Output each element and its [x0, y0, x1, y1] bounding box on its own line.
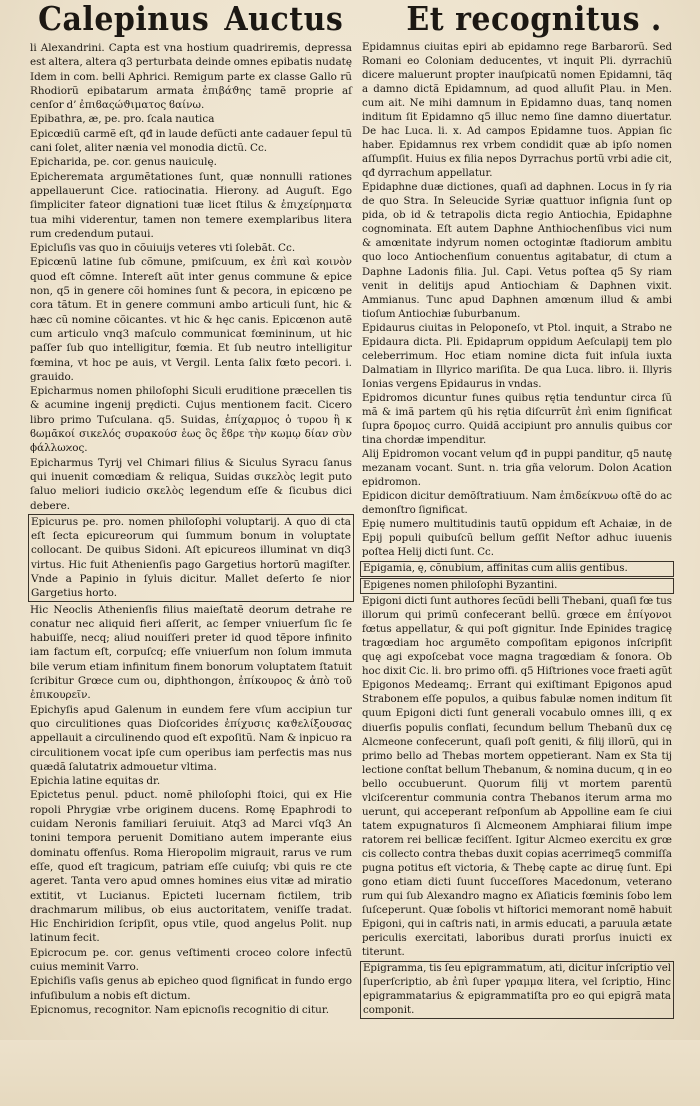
dictionary-entry: Epibathra, æ, pe. pro. ſcala nautica	[30, 113, 215, 126]
header-word-calepinus: Calepinus	[38, 0, 210, 39]
dictionary-entry: Epigoni dicti ſunt authores ſecũdi belli Thebani, quaſi fœ tus illorum qui primũ confecerant bellũ. grœce em ἐπίγονοι fœtus appellatur, & qui poſt gignitur. Inde Epinides tragicę tragœdiam hoc argumẽto compoſitam epigonos inſcripſit quę agi expoſcebat voce magna tragœdiam & ſonora. Ob hoc dixit Cic. li. bro primo offi. q5 Hiſtriones voce fraeti agũt Epigonos Medeamq;. Errant qui exiſtimant Epigonos apud Strabonem eſſe populos, a quibus fabulæ nomen inditum ſit quum Epigoni dicti ſunt generali vocabulo omnes illi, q ex diuerſis populis conflati, ſecundum bellum Thebanũ dux cę Alcmeone confecerunt, quaſi poſt geniti, & filij illorũ, qui in primo bello ad Thebas mortem oppetierant. Nam ex Sta tij lectione conſtat bellum Thebanum, & nomina ducum, q in eo bello occubuerunt. Quorum filij vt mortem parentũ vlciſcerentur communia contra Thebanos iterum arma mo uerunt, qui acceperant reſponſum ab Appolline eam ſe ciui tatem expugnaturos ſi Alcmeonem Amphiarai filium impe ratorem rei bellicæ feciſſent. Igitur Alcmeo exercitu ex grœ cis collecto contra thebas duxit copias acerrimeq5 commiſſa pugna potitus eſt victoria, & Thebę capte ac diruę ſunt. Epi gono etiam dicti ſuunt ſucceſſores Macedonum, veterano rum qui ſub Alexandro magno ex Aſiaticis fœminis ſobo lem ſuſceperunt. Quæ ſobolis vt hiſtorici memorant nomẽ habuit Epigoni, qui in caſtris nati, in armis educati, a paruula ætate periculis exercitati, laboribus durati prorſus inuicti ex titerunt.	[362, 596, 672, 958]
dictionary-entry: Epichyſis apud Galenum in eundem fere vſum accipiun tur quo circulitiones quas Dioſcorides ἐπίχυσις καϑελίξουσας appellauit a circulinendo quod eſt expoſitũ. Nam & inpicuo ra circulitionem vocat ipſe cum operibus iam perfectis mas nus quædã ſalutatrix admouetur vltima.	[30, 703, 352, 773]
dictionary-entry: li Alexandrini. Capta est vna hostium quadriremis, depressa est altera, altera q3 perturbata deinde omnes epibatis nudatę Idem in com. belli Aphrici. Remigum parte ex classe Gallo rũ Rhodiorũ epibatarum armata ἐπιβάϑης tamẽ proprie aſ cenſor d’ ἐπιϐαςώϑιματος ϐαίνω.	[30, 42, 352, 112]
header-word-et-recognitus: Et recognitus .	[406, 0, 662, 39]
left-text-column	[30, 41, 352, 1017]
dictionary-entry: Epię numero multitudinis tautũ oppidum eſt Achaiæ, in de Epij populi quibuſcũ bellum geſſit Neſtor adhuc iuuenis poſtea Helij dicti ſunt. Cc.	[362, 519, 672, 559]
dictionary-entry: Alij Epidromon vocant velum qđ in puppi panditur, q5 nautę mezanam vocant. Sunt. n. tria gña velorum. Dolon Acation epidromon.	[362, 448, 672, 488]
header-word-auctus: Auctus	[224, 0, 344, 39]
dictionary-entry: Epicharmus Tyrij vel Chimari filius & Siculus Syracu ſanus qui inuenit comœdiam & reliqua, Suidas σικελὸς legit puto ſaluo meliori iudicio σκελὸς legendum eſſe & ſicubus dici debere.	[30, 456, 352, 512]
dictionary-entry: Epictetus penul. pduct. nomẽ philoſophi ſtoici, qui ex Hie ropoli Phrygiæ vrbe originem ducens. Romę Epaphrodi to cuidam Neronis familiari ſeruiuit. Atq3 ad Marci vſq3 An tonini tempora peruenit Domitiano autem imperante eius dominatu offenſus. Roma Hieropolim migrauit, rarus ve rum eſſe, quod eſt tragicum, patriam eſſe cuiuſq; vbi quis re cte ageret. Tanta vero apud omnes homines eius vitæ ad miratio extitit, vt Lucianus. Epicteti lucernam fictilem, trib drachmarum milibus, ob eius auctoritatem, veniſſe tradat. Hic Enchiridion ſcripſit, opus vtile, quod angelus Polit. nup latinum fecit.	[30, 789, 352, 945]
running-header	[0, 0, 700, 40]
dictionary-entry: Epidromos dicuntur funes quibus rętia tenduntur circa ſũ mã & imã partem qũ his rętia diſcurrũt ἐπὶ enim ſignificat ſupra δρομος curro. Quidã accipiunt pro annulis quibus cor tina chordæ impenditur.	[362, 392, 672, 446]
dictionary-entry: Epigamia, ę, cõnubium, affinitas cum aliis gentibus.	[360, 561, 674, 577]
dictionary-entry: Hic Neoclis Athenienſis filius maieſtatẽ deorum detrahe re conatur nec aliquid fieri aſſerit, ac ſemper vniuerſum ſic ſe habuiſſe, necq; aliud nouiſſeri preter id quod tẽpore infinito iam factum eſt, corpuſcq; eſſe vniuerſum non ſolum immuta bile verum etiam infinitum finem bonorum voluptatem ſtatuit ſcribitur Grœce cum ou, diphthongon, ἐπίκουρος & ἀπὸ τοῦ ἐπικουρεῖν.	[30, 603, 352, 702]
dictionary-entry: Epichiſis vaſis genus ab epicheo quod ſignificat in fundo ergo infuſibulum a nobis eſt dictum.	[30, 975, 352, 1002]
dictionary-entry: Epichia latine equitas dr.	[30, 775, 161, 788]
dictionary-entry: Epigramma, tis ſeu epigrammatum, ati, dicitur inſcriptio vel ſuperſcriptio, ab ἐπὶ ſuper γραμμα litera, vel ſcriptio, Hinc epigrammatarius & epigrammatiſta pro eo qui epigrã mata componit.	[360, 961, 674, 1019]
dictionary-entry: Epicurus pe. pro. nomen philoſophi voluptarij. A quo di cta eſt ſecta epicureorum qui ſummum bonum in voluptate collocant. De quibus Sidoni. Aſt epicureos illuminat vn diq3 virtus. Hic fuit Athenienſis pago Gargetius hortorũ magiſter. Vnde a Papinio in ſyluis dicitur. Mallet deſerto ſe nior Gargetius horto.	[28, 514, 354, 602]
dictionary-entry: Epidaphne duæ dictiones, quaſi ad daphnen. Locus in ſy ria de quo Stra. In Seleucide Syriæ quattuor inſignia ſunt op pida, ob id & tetrapolis dicta regio Antiochia, Epidaphne cognominata. Eſt autem Daphne Anthiochenſibus vici num & amœnitate indyrum nomen octogintæ ſtadiorum ambitu quo loco Antiochenſium conuentus agitabatur, di ctum a Daphne Ladonis filia. Jul. Capi. Vetus poſtea q5 Sy riam venit in delitijs apud Antiochiam & Daphnen vixit. Ammianus. Tunc apud Daphnen amœnum illud & ambi tioſum Antiochiæ ſuburbanum.	[362, 182, 672, 320]
dictionary-entry: Epigenes nomen philoſophi Byzantini.	[360, 578, 674, 594]
blank-bottom-margin	[0, 1040, 700, 1106]
dictionary-entry: Epicnomus, recognitor. Nam epicnoſis recognitio di citur.	[30, 1003, 329, 1016]
dictionary-entry: Epidaurus ciuitas in Peloponeſo, vt Ptol. inquit, a Strabo ne Epidaura dicta. Pli. Epidaprum oppidum Aeſculapij tem plo celeberrimum. Hoc etiam nomine dicta fuit inſula iuxta Dalmatiam in Illyrico mariſita. De qua Luca. libro. ii. Illyris Ionias vergens Epidaurus in vndas.	[362, 322, 672, 390]
dictionary-entry: Epicheremata argumẽtationes ſunt, quæ nonnulli rationes appellauerunt Cice. ratiocinatia. Hierony. ad Auguſt. Ego ſimpliciter fateor dignationi tuæ licet ſtilus & ἐπιχείρηματα tua mihi viderentur, tamen non temere exemplaribus litera rum credendum putaui.	[30, 170, 352, 240]
dictionary-entry: Epidicon dicitur demõſtratiuum. Nam ἐπιδείκνυω oſtẽ do ac demonſtro ſignificat.	[362, 491, 672, 517]
dictionary-entry: Epicharmus nomen philoſophi Siculi eruditione præcellen tis & acumine ingenij prędicti. Cujus mentionem facit. Cicero libro primo Tuſculana. q5. Suidas, ἐπίχαρμος ὁ τυρου ἢ κ ϐωμᾶκοί σικελός συρακούσ ἑως ὃς ἔϐρε τὴν κωμῳ δίαν σὺν ϕάλλωϰος.	[30, 385, 352, 455]
dictionary-entry: Epicœdiũ carmẽ eſt, qđ in laude defũcti ante cadauer ſepul tũ cani ſolet, aliter nænia vel monodia dictũ. Cc.	[30, 127, 352, 155]
dictionary-entry: Epicrocum pe. cor. genus veſtimenti croceo colore infectũ cuius meminit Varro.	[30, 946, 352, 973]
dictionary-entry: Epicœnũ latine ſub cõmune, pmiſcuum, ex ἐπὶ καὶ κοινὸν quod eſt cõmne. Intereſt aũt inter genus commune & epice non, q5 in genere cõi homines ſunt & pecora, in epicœno pe cora tãtum. Et in genere communi ambo articuli ſunt, hic & hæc cũ nomine cõicantes. vt hic & hęc canis. Epicœnon autẽ cum articulo vnq3 maſculo communicat fœmininum, ut hic paſſer ſub quo intelligitur, fœmia. Et ſub neutro intelligitur fœmina, vt hoc pe auis, vt Vergil. Lenta ſalix fœto pecori. i. grauido.	[30, 256, 352, 383]
dictionary-entry: Epicluſis vas quo in cõuiuijs veteres vti ſolebãt. Cc.	[30, 242, 296, 255]
dictionary-entry: Epidamnus ciuitas epiri ab epidamno rege Barbarorũ. Sed Romani eo Coloniam deducentes, vt inquit Pli. dyrrachiũ dicere maluerunt propter inauſpicatũ nomen Epidamni, tãq a damno dictã Epidamnum, ad quod alluſit Plau. in Men. cum ait. Ne mihi damnum in Epidamno duas, tanq nomen inditum ſit Epidamno q5 illuc nemo ſine damno diuertatur. De hac Luca. li. x. Ad campos Epidamne tuos. Appian ſic haber. Epidamnus rex vrbem condidit quæ ab ipſo nomen aſſumpſit. Huius ex filia nepos Dyrrachus portũ vrbi adie cit, qđ dyrrachum appellatur.	[362, 42, 672, 180]
right-text-column	[362, 41, 672, 1020]
dictionary-entry: Epicharida, pe. cor. genus nauiculę.	[30, 156, 217, 169]
